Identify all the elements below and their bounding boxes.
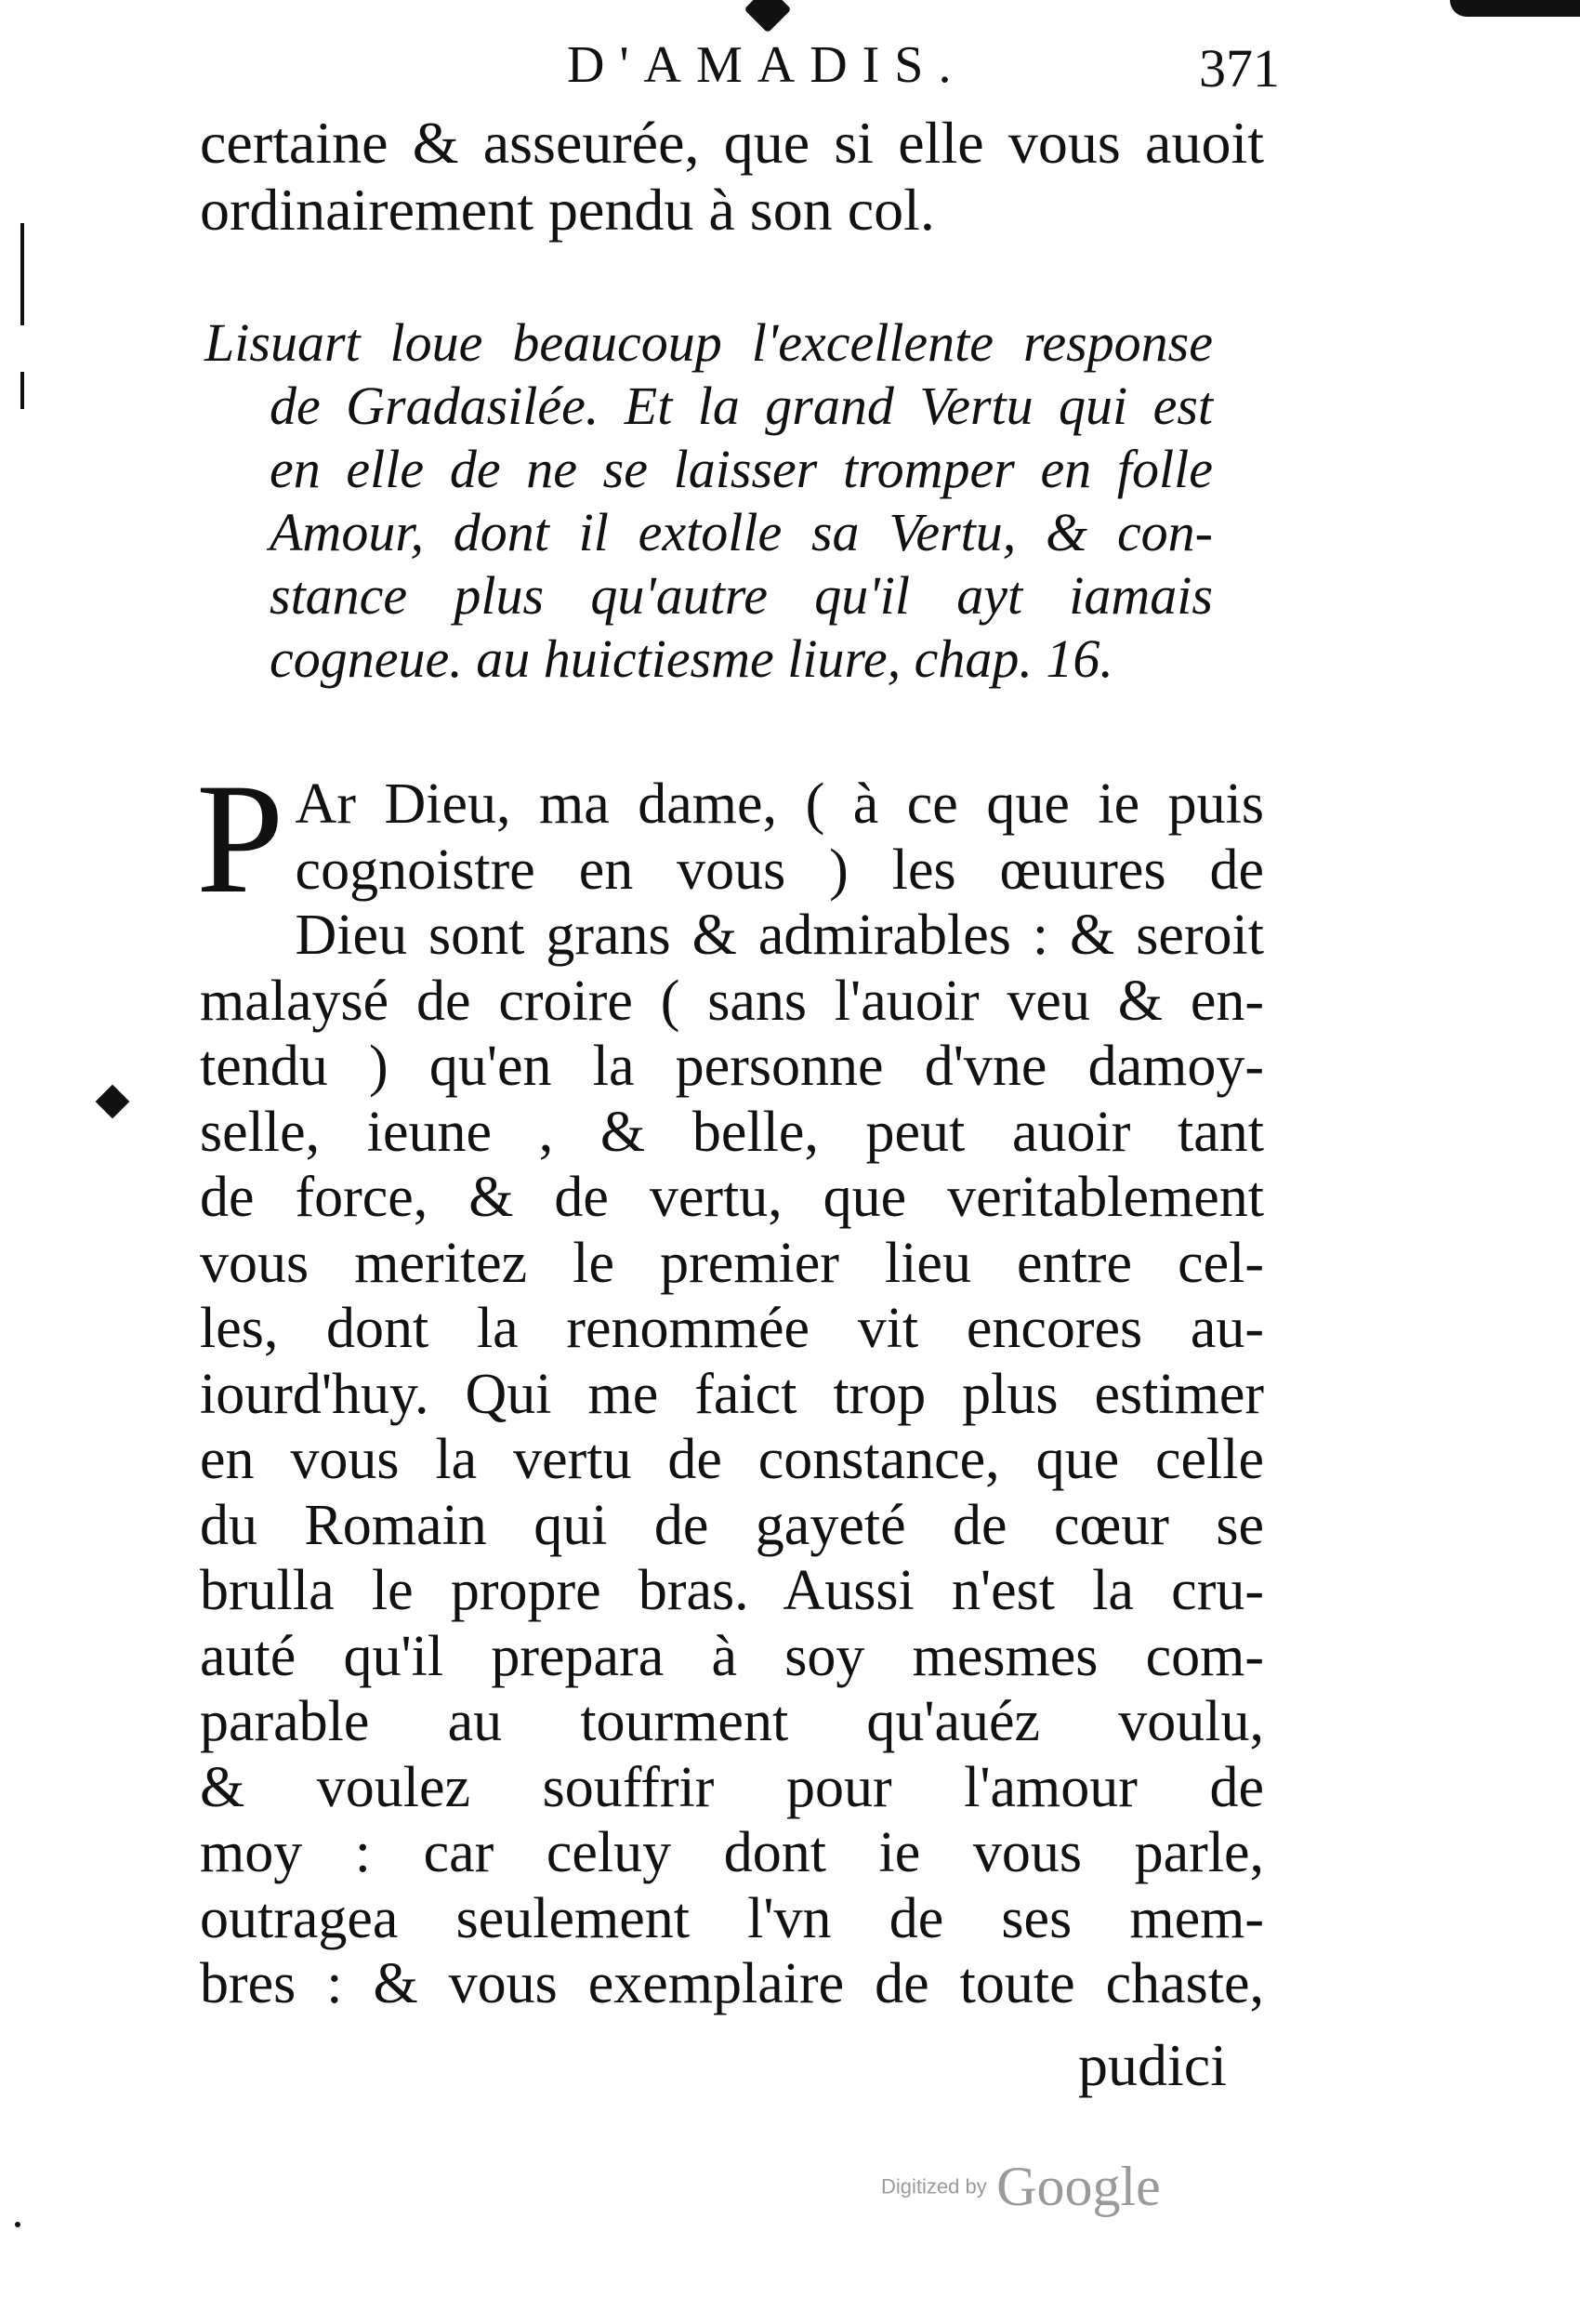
summary-line: Lisuart loue beaucoup l'excellente response [204, 312, 1213, 373]
running-head: D'AMADIS. [567, 36, 967, 94]
summary-line: en elle de ne se laisser tromper en folle [270, 439, 1213, 499]
catchword: pudici [1078, 2032, 1227, 2098]
body-line: Dieu sont grans & admirables : & seroit [295, 904, 1264, 967]
chapter-summary [204, 311, 1213, 691]
body-line: & voulez souffrir pour l'amour de [200, 1755, 1264, 1819]
body-line: auté qu'il prepara à soy mesmes com- [200, 1624, 1264, 1688]
header-ornament [744, 0, 792, 33]
opening-paragraph [200, 110, 1264, 244]
body-line: en vous la vertu de constance, que celle [200, 1428, 1264, 1491]
watermark-prefix: Digitized by [881, 2174, 987, 2199]
summary-line: Amour, dont il extolle sa Vertu, & con- [270, 502, 1213, 562]
google-logo: Google [996, 2156, 1161, 2217]
body-line: cognoistre en vous ) les œuures de [295, 838, 1264, 902]
body-line: selle, ieune , & belle, peut auoir tant [200, 1100, 1264, 1164]
body-line: iourd'huy. Qui me faict trop plus estimer [200, 1362, 1264, 1426]
body-line: bres : & vous exemplaire de toute chaste, [200, 1952, 1264, 2015]
body-line: parable au tourment qu'auéz voulu, [200, 1690, 1264, 1753]
margin-rule-mark [20, 372, 24, 409]
page-number: 371 [1199, 38, 1280, 99]
summary-line: de Gradasilée. Et la grand Vertu qui est [270, 376, 1213, 436]
body-line: brulla le propre bras. Aussi n'est la cru- [200, 1559, 1264, 1622]
margin-dot-mark [15, 2222, 20, 2227]
body-line: vous meritez le premier lieu entre cel- [200, 1231, 1264, 1295]
margin-bullet-mark [96, 1085, 130, 1119]
body-line: les, dont la renommée vit encores au- [200, 1297, 1264, 1360]
body-line: Ar Dieu, ma dame, ( à ce que ie puis [295, 772, 1264, 836]
text-line: certaine & asseurée, que si elle vous auoit [200, 110, 1264, 176]
body-line: moy : car celuy dont ie vous parle, [200, 1821, 1264, 1884]
body-line: outragea seulement l'vn de ses mem- [200, 1886, 1264, 1950]
margin-rule-mark [20, 223, 24, 325]
body-line: de force, & de vertu, que veritablement [200, 1166, 1264, 1229]
ink-blot [1450, 0, 1580, 17]
summary-line: cogneue. au huictiesme liure, chap. 16. [270, 628, 1113, 689]
digitized-watermark [881, 2155, 1161, 2219]
body-line: du Romain qui de gayeté de cœur se [200, 1493, 1264, 1557]
text-line: ordinairement pendu à son col. [200, 177, 935, 243]
body-line: malaysé de croire ( sans l'auoir veu & en- [200, 969, 1264, 1033]
body-paragraph [196, 751, 1264, 2017]
drop-cap: P [196, 751, 284, 926]
summary-line: stance plus qu'autre qu'il ayt iamais [270, 565, 1213, 626]
body-line: tendu ) qu'en la personne d'vne damoy- [200, 1035, 1264, 1098]
